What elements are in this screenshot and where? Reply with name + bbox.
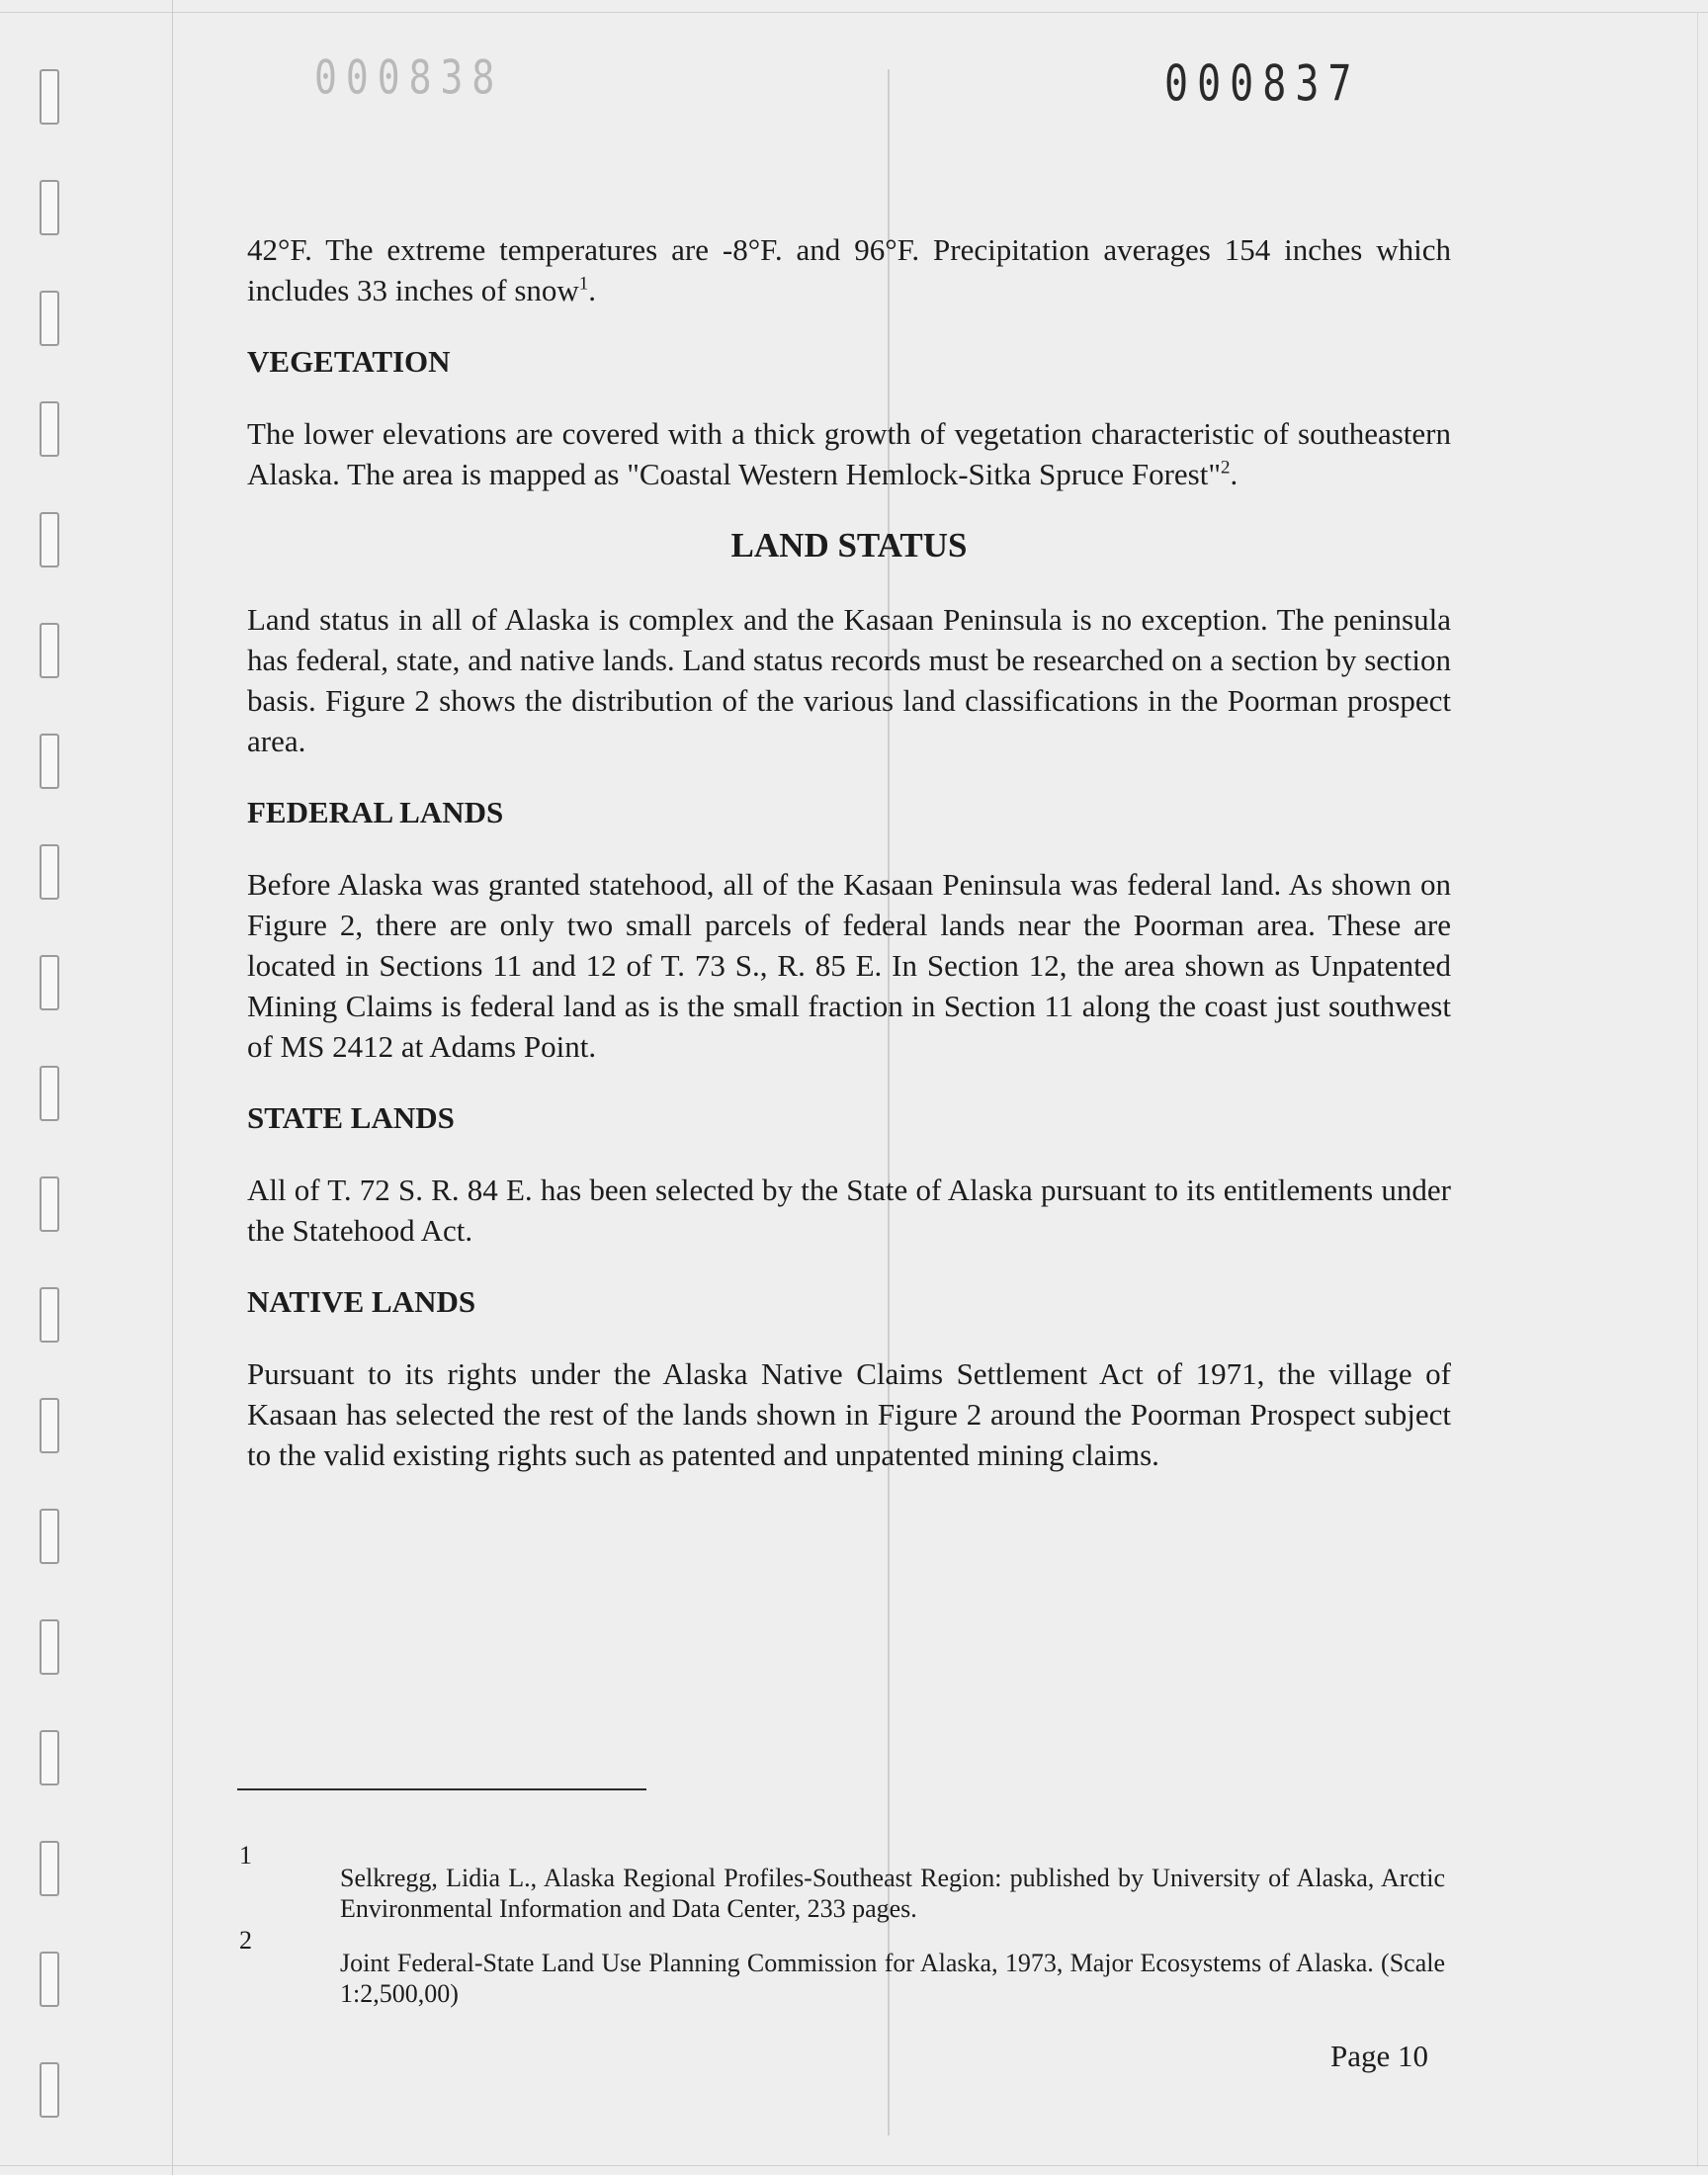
binder-hole — [40, 734, 59, 789]
binder-hole — [40, 1730, 59, 1785]
binder-hole — [40, 1509, 59, 1564]
binder-hole — [40, 1398, 59, 1453]
vegetation-paragraph: The lower elevations are covered with a thick growth of vegetation characteristic of southeastern Alaska. The area is mapped as "Coastal Western Hemlock-Sitka Spruce Forest"$^2$. — [247, 416, 1451, 491]
binder-holes — [40, 69, 69, 2145]
footnote-separator — [237, 1788, 646, 1790]
binder-hole — [40, 69, 59, 125]
faded-document-number-stamp: 000838 — [314, 49, 504, 105]
document-number-stamp: 000837 — [1164, 55, 1361, 113]
binder-hole — [40, 291, 59, 346]
binder-hole — [40, 1619, 59, 1675]
binder-hole — [40, 1841, 59, 1896]
binder-hole — [40, 1952, 59, 2007]
margin-line — [172, 0, 173, 2175]
binder-hole — [40, 401, 59, 457]
federal-lands-paragraph: Before Alaska was granted statehood, all of the Kasaan Peninsula was federal land. As shown on Figure 2, there are only two small parcels of federal lands near the Poorman area. These are located in Sections 11 and 12 of T. 73 S., R. 85 E. In Section 12, the area shown as Unpatented Mining Claims is federal land as is the small fraction in Section 11 along the coast just southwest of MS 2412 at Adams Point. — [247, 867, 1451, 1064]
native-lands-paragraph: Pursuant to its rights under the Alaska Native Claims Settlement Act of 1971, the village of Kasaan has selected the rest of the lands shown in Figure 2 around the Poorman Prospect subject to the valid existing rights such as patented and unpatented mining claims. — [247, 1356, 1451, 1472]
binder-hole — [40, 1176, 59, 1232]
state-lands-paragraph: All of T. 72 S. R. 84 E. has been selected by the State of Alaska pursuant to its entitlements under the Statehood Act. — [247, 1173, 1451, 1248]
footnote-ref: 1 — [578, 273, 589, 295]
native-lands-heading: NATIVE LANDS — [247, 1284, 476, 1319]
intro-text: 42°F. The extreme temperatures are -8°F. and 96°F. Precipitation averages 154 inches which includes 33 inches of snow — [247, 232, 1451, 307]
vegetation-text: The lower elevations are covered with a thick growth of vegetation characteristic of southeastern Alaska. The area is mapped as "Coastal Western Hemlock-Sitka Spruce Forest" — [247, 416, 1451, 491]
binder-hole — [40, 512, 59, 567]
page-top-edge — [0, 12, 1708, 13]
footnote-ref: 2 — [1221, 457, 1231, 478]
vegetation-heading: VEGETATION — [247, 344, 451, 379]
page-right-edge — [1697, 12, 1698, 2167]
state-lands-heading: STATE LANDS — [247, 1100, 455, 1135]
binder-hole — [40, 955, 59, 1010]
binder-hole — [40, 1066, 59, 1121]
binder-hole — [40, 1287, 59, 1343]
binder-hole — [40, 180, 59, 235]
land-status-heading: LAND STATUS — [730, 526, 968, 565]
footnote-text: Selkregg, Lidia L., Alaska Regional Profiles-Southeast Region: published by University of Alaska, Arctic Environmental Information and Data Center, 233 pages. — [340, 1864, 1445, 1923]
footnote-text: Joint Federal-State Land Use Planning Commission for Alaska, 1973, Major Ecosystems of Alaska. (Scale 1:2,500,00) — [340, 1949, 1445, 2008]
footnote-number: 2 — [239, 1926, 252, 1955]
intro-paragraph: 42°F. The extreme temperatures are -8°F. and 96°F. Precipitation averages 154 inches which includes 33 inches of snow$^1$. — [247, 232, 1451, 307]
page-bottom-edge — [0, 2165, 1708, 2166]
land-status-paragraph: Land status in all of Alaska is complex and the Kasaan Peninsula is no exception. The peninsula has federal, state, and native lands. Land status records must be researched on a section by section basis. Figure 2 shows the distribution of the various land classifications in the Poorman prospect area. — [247, 602, 1451, 758]
main-content — [247, 229, 1451, 1475]
page-number: Page 10 — [1330, 2039, 1429, 2073]
binder-hole — [40, 844, 59, 900]
footnote-number: 1 — [239, 1841, 252, 1870]
binder-hole — [40, 2062, 59, 2118]
federal-lands-heading: FEDERAL LANDS — [247, 795, 504, 829]
binder-hole — [40, 623, 59, 678]
